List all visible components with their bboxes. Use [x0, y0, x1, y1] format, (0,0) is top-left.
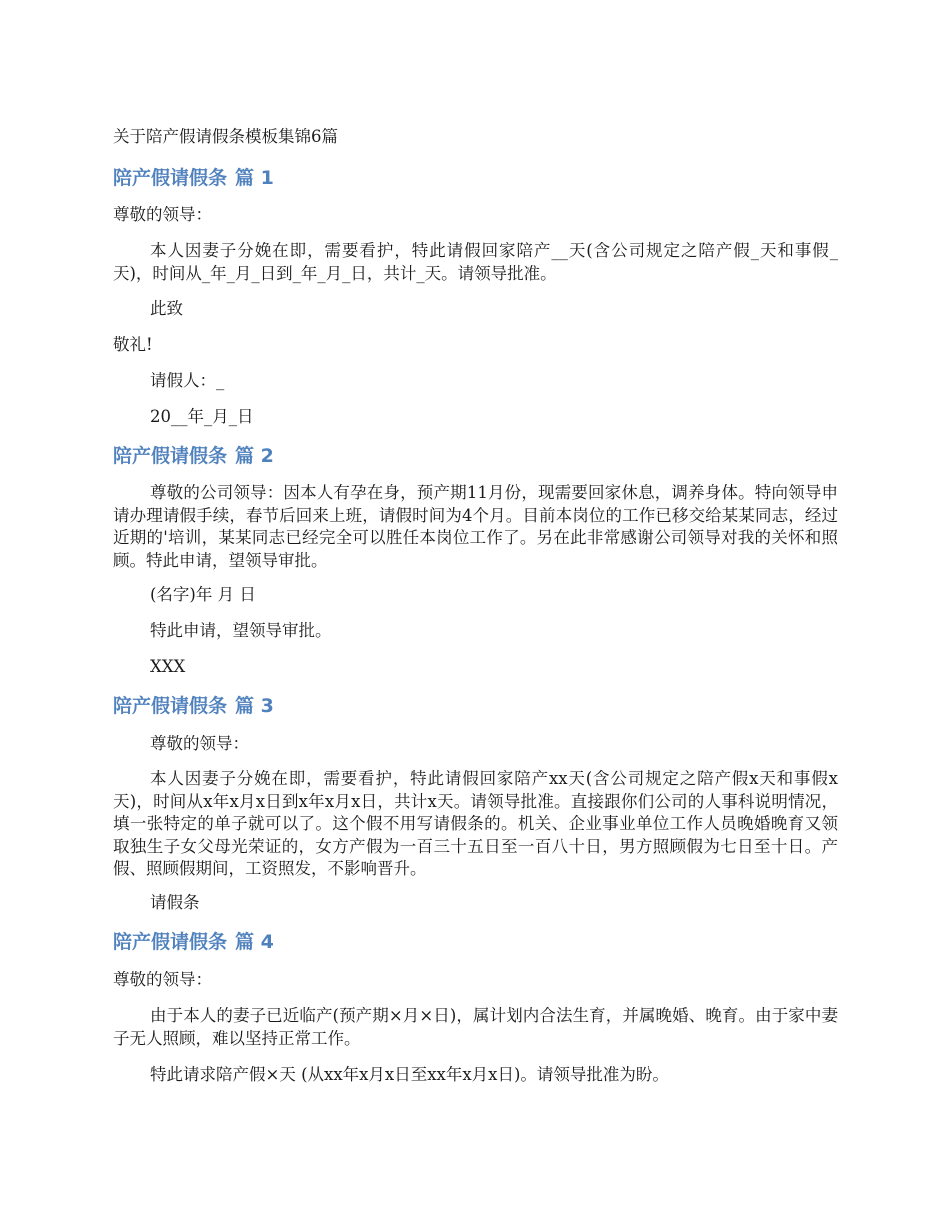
- section-2-body: 尊敬的公司领导：因本人有孕在身，预产期11月份，现需要回家休息，调养身体。特向领导申请办理请假手续，春节后回来上班，请假时间为4个月。目前本岗位的工作已移交给某某同志，经过近期的'培训，某某同志已经完全可以胜任本岗位工作了。另在此非常感谢公司领导对我的关怀和照顾。特此申请，望领导审批。: [113, 483, 838, 570]
- section-1-salutation: 尊敬的领导：: [113, 205, 212, 224]
- section-3-heading-num: 篇 3: [235, 695, 274, 717]
- section-2-signature: XXX: [150, 657, 186, 676]
- section-1-heading: [113, 165, 274, 191]
- section-1-date: 20__年_月_日: [150, 407, 254, 426]
- section-1-closing-1: 此致: [150, 299, 183, 318]
- section-2-heading: [113, 443, 274, 469]
- section-3-heading-text: 陪产假请假条: [113, 695, 228, 717]
- section-4-heading: [113, 929, 274, 955]
- section-2-heading-text: 陪产假请假条: [113, 445, 228, 467]
- section-4-salutation: 尊敬的领导：: [113, 970, 212, 989]
- section-1-closing-2: 敬礼!: [113, 335, 153, 354]
- section-1-heading-text: 陪产假请假条: [113, 167, 228, 189]
- section-3-footer: 请假条: [150, 893, 200, 912]
- section-1-heading-num: 篇 1: [235, 167, 274, 189]
- document-title: 关于陪产假请假条模板集锦6篇: [113, 127, 338, 146]
- section-2-name-date: (名字)年 月 日: [150, 585, 256, 604]
- section-4-body: 由于本人的妻子已近临产(预产期×月×日)，属计划内合法生育，并属晚婚、晚育。由于家中妻子无人照顾，难以坚持正常工作。: [113, 1006, 838, 1048]
- section-4-heading-num: 篇 4: [235, 931, 274, 953]
- section-2-request: 特此申请，望领导审批。: [150, 621, 332, 640]
- section-3-heading: [113, 693, 274, 719]
- section-2-heading-num: 篇 2: [235, 445, 274, 467]
- section-1-body: 本人因妻子分娩在即，需要看护，特此请假回家陪产__天(含公司规定之陪产假_天和事假_天)，时间从_年_月_日到_年_月_日，共计_天。请领导批准。: [113, 241, 838, 283]
- section-3-salutation: 尊敬的领导：: [150, 734, 249, 753]
- section-4-heading-text: 陪产假请假条: [113, 931, 228, 953]
- section-3-body: 本人因妻子分娩在即，需要看护，特此请假回家陪产xx天(含公司规定之陪产假x天和事假x天)，时间从x年x月x日到x年x月x日，共计x天。请领导批准。直接跟你们公司的人事科说明情况，填一张特定的单子就可以了。这个假不用写请假条的。机关、企业事业单位工作人员晚婚晚育又领取独生子女父母光荣证的，女方产假为一百三十五日至一百八十日，男方照顾假为七日至十日。产假、照顾假期间，工资照发，不影响晋升。: [113, 769, 838, 878]
- section-1-applicant: 请假人：_: [150, 371, 225, 390]
- section-4-body-2: 特此请求陪产假×天 (从xx年x月x日至xx年x月x日)。请领导批准为盼。: [150, 1065, 669, 1084]
